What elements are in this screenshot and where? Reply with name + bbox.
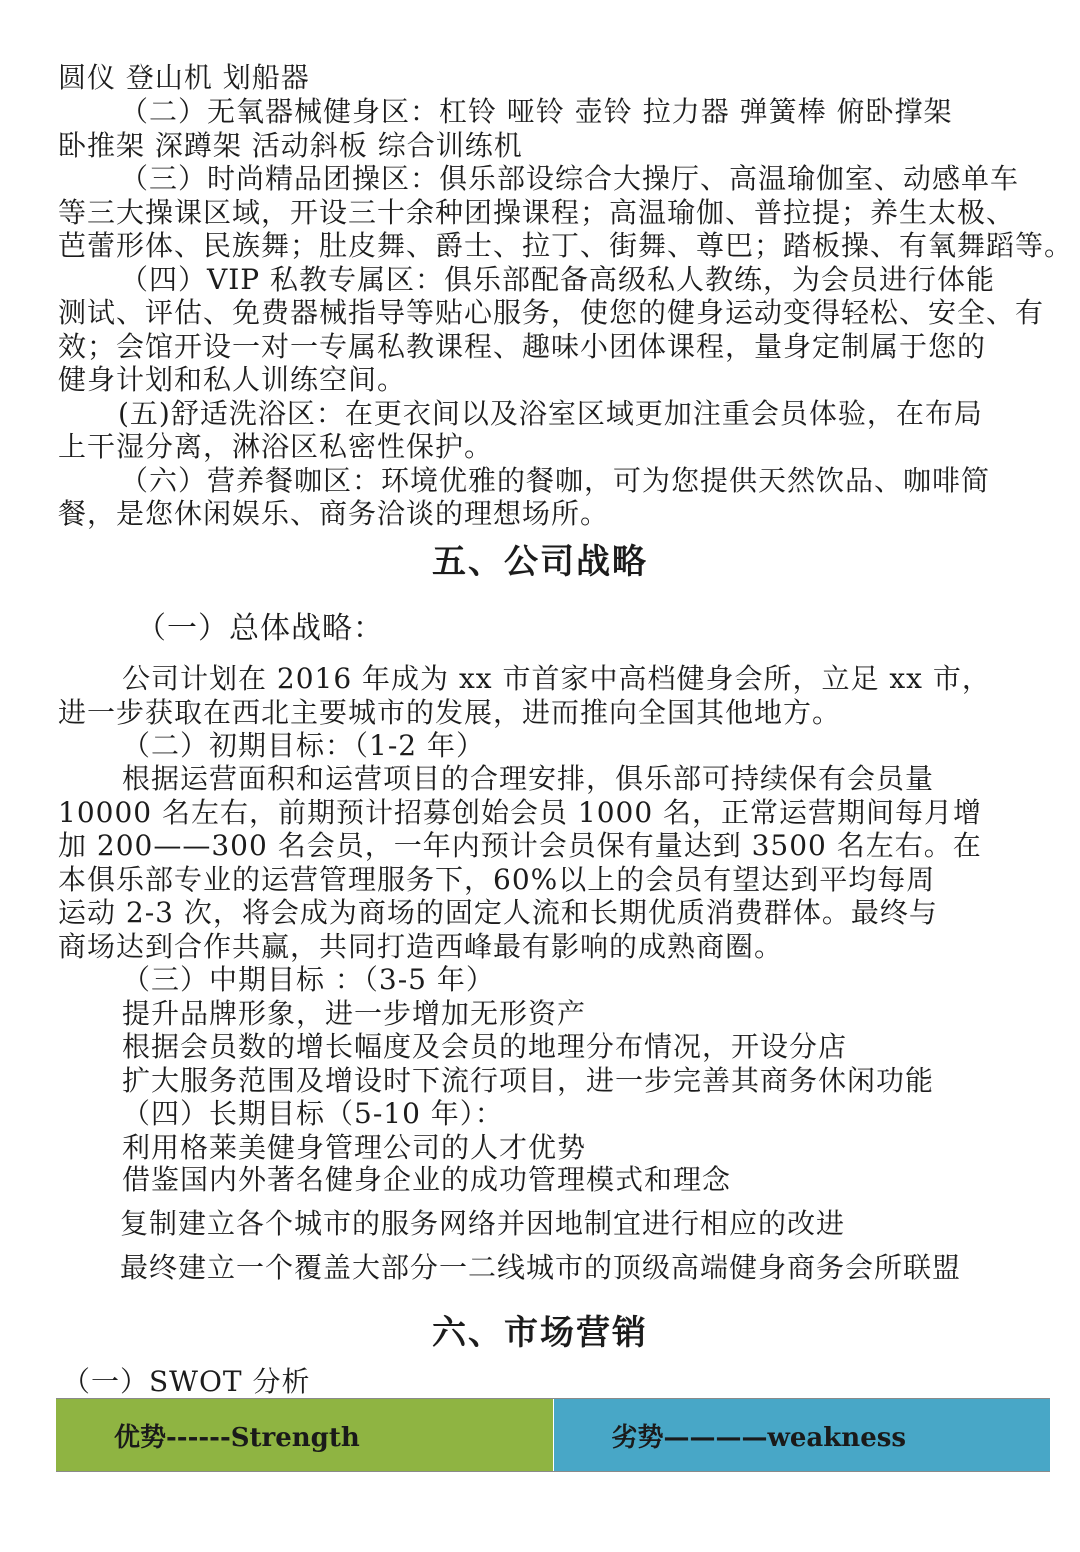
text-line: 借鉴国内外著名健身企业的成功管理模式和理念 xyxy=(122,1163,732,1196)
text-line: 公司计划在 2016 年成为 xx 市首家中高档健身会所，立足 xx 市， xyxy=(122,662,991,695)
section-heading: 六、市场营销 xyxy=(432,1313,648,1353)
text-line: （六）营养餐咖区：环境优雅的餐咖，可为您提供天然饮品、咖啡简 xyxy=(120,464,991,497)
text-line: 10000 名左右，前期预计招募创始会员 1000 名，正常运营期间每月增 xyxy=(58,796,983,829)
text-line: 扩大服务范围及增设时下流行项目，进一步完善其商务休闲功能 xyxy=(122,1064,935,1097)
text-line: 健身计划和私人训练空间。 xyxy=(58,363,407,396)
section-heading: 五、公司战略 xyxy=(432,542,648,582)
text-line: 运动 2-3 次，将会成为商场的固定人流和长期优质消费群体。最终与 xyxy=(58,896,938,929)
text-line: 测试、评估、免费器械指导等贴心服务，使您的健身运动变得轻松、安全、有 xyxy=(58,296,1045,329)
swot-table xyxy=(56,1398,1050,1472)
subsection-title: （四）长期目标（5-10 年）： xyxy=(122,1097,504,1130)
text-line: 餐，是您休闲娱乐、商务洽谈的理想场所。 xyxy=(58,497,610,530)
text-line: 复制建立各个城市的服务网络并因地制宜进行相应的改进 xyxy=(120,1207,846,1240)
text-line: 等三大操课区域，开设三十余种团操课程；高温瑜伽、普拉提；养生太极、 xyxy=(58,196,1016,229)
text-line: 根据会员数的增长幅度及会员的地理分布情况，开设分店 xyxy=(122,1030,848,1063)
subsection-title: （一）总体战略： xyxy=(136,611,384,646)
text-line: 圆仪 登山机 划船器 xyxy=(58,61,310,94)
text-line: 加 200——300 名会员，一年内预计会员保有量达到 3500 名左右。在 xyxy=(58,829,982,862)
text-line: 本俱乐部专业的运营管理服务下，60%以上的会员有望达到平均每周 xyxy=(58,863,936,896)
text-line: （二）无氧器械健身区：杠铃 哑铃 壶铃 拉力器 弹簧棒 俯卧撑架 xyxy=(120,95,953,128)
text-line: 根据运营面积和运营项目的合理安排，俱乐部可持续保有会员量 xyxy=(122,762,935,795)
subsection-title: （二）初期目标：（1-2 年） xyxy=(122,729,485,762)
subsection-title: （一）SWOT 分析 xyxy=(62,1365,311,1398)
swot-strength-cell: 优势------Strength xyxy=(56,1399,554,1471)
text-line: 提升品牌形象，进一步增加无形资产 xyxy=(122,997,587,1030)
text-line: 最终建立一个覆盖大部分一二线城市的顶级高端健身商务会所联盟 xyxy=(120,1251,962,1284)
text-line: 卧推架 深蹲架 活动斜板 综合训练机 xyxy=(58,129,523,162)
text-line: （四）VIP 私教专属区：俱乐部配备高级私人教练，为会员进行体能 xyxy=(120,263,996,296)
text-line: (五)舒适洗浴区：在更衣间以及浴室区域更加注重会员体验，在布局 xyxy=(118,397,983,430)
text-line: 进一步获取在西北主要城市的发展，进而推向全国其他地方。 xyxy=(58,696,842,729)
text-line: 效；会馆开设一对一专属私教课程、趣味小团体课程，量身定制属于您的 xyxy=(58,330,987,363)
text-line: 商场达到合作共赢，共同打造西峰最有影响的成熟商圈。 xyxy=(58,930,784,963)
subsection-title: （三）中期目标 ：（3-5 年） xyxy=(122,963,495,996)
text-line: 芭蕾形体、民族舞；肚皮舞、爵士、拉丁、街舞、尊巴；踏板操、有氧舞蹈等。 xyxy=(58,229,1074,262)
text-line: 上干湿分离，淋浴区私密性保护。 xyxy=(58,430,494,463)
text-line: （三）时尚精品团操区：俱乐部设综合大操厅、高温瑜伽室、动感单车 xyxy=(120,162,1020,195)
text-line: 利用格莱美健身管理公司的人才优势 xyxy=(122,1131,587,1164)
swot-weakness-cell: 劣势————weakness xyxy=(554,1399,1051,1471)
